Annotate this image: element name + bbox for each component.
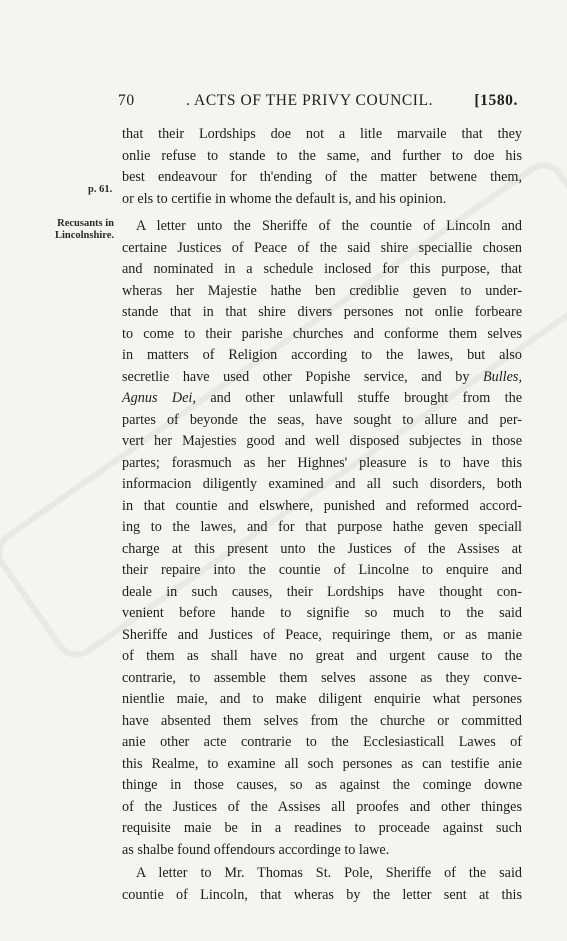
italic-text: Bulles, — [482, 368, 522, 385]
text-line: A letter to Mr. Thomas St. Pole, Sheriffe of the said — [136, 865, 522, 881]
text-line: wheras her Majestie hathe ben crediblie geven to under- — [122, 282, 522, 299]
text-line: contrarie, to assemble them selves assone as they conve- — [122, 669, 522, 686]
text-line: deale in such causes, their Lordships have thought con- — [122, 583, 522, 600]
text-line: Sheriffe and Justices of Peace, requiringe them, or as manie — [122, 626, 522, 643]
text-line: this Realme, to examine all soch persones as can testifie anie — [122, 755, 522, 772]
text-line: as shalbe found offendours accordinge to lawe. — [122, 841, 390, 858]
text-line: ing to the lawes, and for that purpose hathe geven speciall — [122, 519, 522, 535]
text-line: partes; forasmuch as her Highnes' pleasure is to have this — [122, 454, 522, 471]
paragraph-1 — [122, 124, 522, 210]
text-line: of the Justices of the Assises all proofes and other thinges — [122, 798, 522, 815]
text-line: certaine Justices of Peace of the said shire speciallie chosen — [122, 239, 522, 256]
text-line: that their Lordships doe not a litle marvaile that they — [122, 126, 522, 142]
text-line: thinge in those causes, so as against the cominge downe — [122, 777, 522, 793]
year-marker: [1580. — [474, 92, 518, 109]
running-header — [118, 92, 518, 110]
page-number: 70 — [118, 92, 135, 109]
paragraph-2 — [122, 216, 522, 861]
text-line: best endeavour for th'ending of the matter betwene them, — [122, 169, 522, 185]
running-title: . ACTS OF THE PRIVY COUNCIL. — [185, 92, 434, 109]
text-line: in matters of Religion according to the lawes, but also — [122, 347, 522, 363]
text-line: of them as shall have no great and urgent cause to the — [122, 648, 522, 664]
text-line: partes of beyonde the seas, have sought to allure and per- — [122, 411, 522, 428]
text-line: to come to their parishe churches and conforme them selves — [122, 325, 522, 342]
text-line — [122, 388, 522, 410]
text-line: countie of Lincoln, that wheras by the letter sent at this — [122, 886, 522, 903]
text-line: and nominated in a schedule inclosed for this purpose, that — [122, 261, 522, 277]
margin-note-line: Recusants in — [57, 218, 114, 229]
text-line: have absented them selves from the churche or committed — [122, 712, 522, 729]
margin-note-recusants — [28, 218, 114, 242]
text-segment: , and other unlawfull stuffe brought from the — [192, 390, 522, 406]
text-line: onlie refuse to stande to the same, and further to doe his — [122, 147, 522, 164]
text-line: in that countie and elswhere, punished and reformed accord- — [122, 497, 522, 514]
text-line: or els to certifie in whome the default is, and his opinion. — [122, 190, 447, 207]
text-line: requisite maie be in a readines to proceade against such — [122, 820, 522, 836]
text-line: nientlie maie, and to make diligent enquirie what persones — [122, 691, 522, 707]
margin-note-line: Lincolnshire. — [54, 230, 114, 241]
text-line: informacion diligently examined and all such disorders, both — [122, 476, 522, 492]
italic-text: Agnus Dei — [122, 390, 193, 406]
text-line: vert her Majesties good and well disposed subjectes in those — [122, 433, 522, 449]
text-line: anie other acte contrarie to the Ecclesiasticall Lawes of — [122, 734, 522, 750]
margin-page-reference: p. 61. — [88, 184, 113, 195]
paragraph-3 — [122, 863, 522, 906]
text-segment: secretlie have used other Popishe service, and by — [122, 368, 483, 385]
text-line: stande that in that shire divers persones not onlie forbeare — [122, 304, 522, 320]
text-line: charge at this present unto the Justices of the Assises at — [122, 540, 522, 557]
text-line: A letter unto the Sheriffe of the countie of Lincoln and — [136, 218, 522, 234]
text-line: venient before hande to signifie so much to the said — [122, 605, 522, 621]
text-line — [122, 367, 522, 389]
text-line: their repaire into the countie of Lincolne to enquire and — [122, 562, 522, 578]
